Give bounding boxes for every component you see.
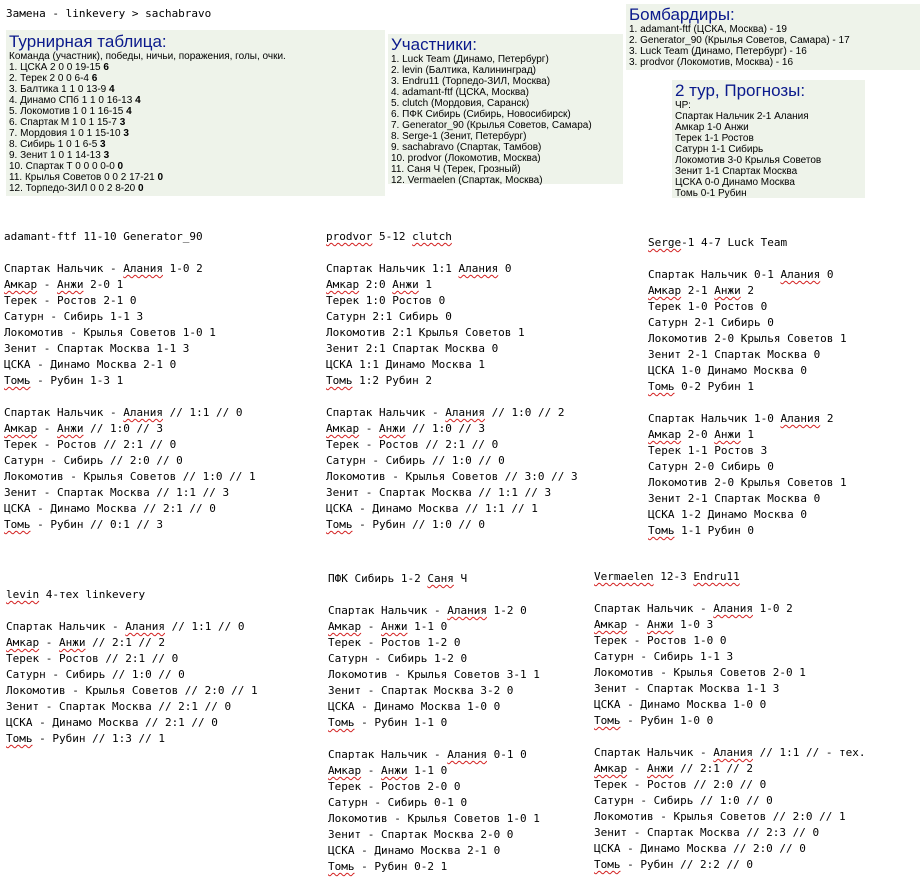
prediction-line: Спартак Нальчик - Алания 1-0 2 xyxy=(4,262,203,275)
participant-row: 12. Vermaelen (Спартак, Москва) xyxy=(391,175,543,186)
participant-row: 5. clutch (Мордовия, Саранск) xyxy=(391,98,530,109)
standings-row: 2. Терек 2 0 0 6-4 6 xyxy=(9,73,98,84)
match-header: adamant-ftf 11-10 Generator_90 xyxy=(4,230,203,243)
participant-row: 2. levin (Балтика, Калининград) xyxy=(391,65,537,76)
prediction-line: Локомотив - Крылья Советов // 2:0 // 1 xyxy=(594,810,846,823)
page-header: Замена - linkevery > sachabravo xyxy=(6,7,212,20)
prediction-line: Амкар - Анжи // 2:1 // 2 xyxy=(594,762,753,775)
points: 3 xyxy=(103,150,110,161)
prediction-line: ЦСКА 1-2 Динамо Москва 0 xyxy=(648,508,807,521)
prediction-line: Терек 1-1 Ростов 3 xyxy=(648,444,768,457)
prediction-line: Зенит - Спартак Москва // 1:1 // 3 xyxy=(326,486,552,499)
prediction-line: Амкар 2-1 Анжи 2 xyxy=(648,284,754,297)
prediction-line: Томь - Рубин 1-0 0 xyxy=(594,714,714,727)
standings-row: 1. ЦСКА 2 0 0 19-15 6 xyxy=(9,62,109,73)
scorers-panel xyxy=(626,4,920,70)
prediction-line: Терек - Ростов 2-0 0 xyxy=(328,780,461,793)
round2-panel xyxy=(672,80,865,198)
prediction-line: Терек - Ростов // 2:1 // 0 xyxy=(326,438,499,451)
participants-panel xyxy=(388,34,623,184)
standings-title: Турнирная таблица: xyxy=(9,32,167,51)
round2-list xyxy=(675,100,865,199)
match-header: Vermaelen 12-3 Endru11 xyxy=(594,570,740,583)
prediction-line: Зенит 2-1 Спартак Москва 0 xyxy=(648,348,821,361)
prediction-line: Томь - Рубин // 0:1 // 3 xyxy=(4,518,163,531)
prediction-line: Сатурн 2:1 Сибирь 0 xyxy=(326,310,452,323)
participant-row: 3. Endru11 (Торпедо-ЗИЛ, Москва) xyxy=(391,76,551,87)
prediction-row: Зенит 1-1 Спартак Москва xyxy=(675,166,798,177)
prediction-line: Томь 0-2 Рубин 1 xyxy=(648,380,754,393)
prediction-line: Терек 1:0 Ростов 0 xyxy=(326,294,446,307)
scorers-list xyxy=(629,24,920,68)
prediction-line: Терек 1-0 Ростов 0 xyxy=(648,300,768,313)
prediction-line: Зенит - Спартак Москва // 2:1 // 0 xyxy=(6,700,232,713)
prediction-line: Спартак Нальчик - Алания // 1:1 // 0 xyxy=(6,620,245,633)
prediction-row: Сатурн 1-1 Сибирь xyxy=(675,144,764,155)
prediction-line: Сатурн - Сибирь // 1:0 // 0 xyxy=(594,794,773,807)
prediction-line: Сатурн - Сибирь 1-1 3 xyxy=(4,310,144,323)
prediction-line: Сатурн 2-0 Сибирь 0 xyxy=(648,460,774,473)
prediction-line: Спартак Нальчик - Алания 0-1 0 xyxy=(328,748,527,761)
points: 3 xyxy=(119,117,126,128)
prediction-line: Локомотив 2:1 Крылья Советов 1 xyxy=(326,326,525,339)
participant-row: 9. sachabravo (Спартак, Тамбов) xyxy=(391,142,542,153)
prediction-line: Сатурн - Сибирь 0-1 0 xyxy=(328,796,468,809)
prediction-line: Амкар 2:0 Анжи 1 xyxy=(326,278,432,291)
prediction-line: Томь 1:2 Рубин 2 xyxy=(326,374,432,387)
scorer-row: 3. Luck Team (Динамо, Петербург) - 16 xyxy=(629,46,807,57)
prediction-line: Спартак Нальчик - Алания 1-2 0 xyxy=(328,604,527,617)
prediction-line: Спартак Нальчик - Алания 1-0 2 xyxy=(594,602,793,615)
prediction-line: Спартак Нальчик 0-1 Алания 0 xyxy=(648,268,834,281)
prediction-line: ЦСКА - Динамо Москва 2-1 0 xyxy=(328,844,501,857)
participant-row: 10. prodvor (Локомотив, Москва) xyxy=(391,153,541,164)
prediction-line: Сатурн - Сибирь 1-1 3 xyxy=(594,650,734,663)
prediction-line: Локомотив - Крылья Советов 1-0 1 xyxy=(4,326,216,339)
prediction-line: ЦСКА - Динамо Москва 2-1 0 xyxy=(4,358,177,371)
prediction-line: Зенит 2:1 Спартак Москва 0 xyxy=(326,342,499,355)
points: 4 xyxy=(126,106,132,117)
match-sibir-sanya xyxy=(328,571,540,875)
prediction-line: Зенит - Спартак Москва 3-2 0 xyxy=(328,684,514,697)
prediction-row: ЦСКА 0-0 Динамо Москва xyxy=(675,177,795,188)
standings-row: 6. Спартак М 1 0 1 15-7 3 xyxy=(9,117,126,128)
points: 6 xyxy=(103,62,109,73)
prediction-line: ЦСКА - Динамо Москва 1-0 0 xyxy=(594,698,767,711)
standings-row: 7. Мордовия 1 0 1 15-10 3 xyxy=(9,128,129,139)
prediction-line: Локомотив - Крылья Советов 2-0 1 xyxy=(594,666,806,679)
prediction-line: Томь - Рубин // 1:3 // 1 xyxy=(6,732,165,745)
prediction-line: Амкар - Анжи 1-1 0 xyxy=(328,764,448,777)
prediction-line: Амкар - Анжи // 1:0 // 3 xyxy=(4,422,163,435)
points: 4 xyxy=(135,95,141,106)
prediction-row: Терек 1-1 Ростов xyxy=(675,133,754,144)
prediction-line: Зенит - Спартак Москва 1-1 3 xyxy=(594,682,780,695)
prediction-line: Амкар - Анжи 2-0 1 xyxy=(4,278,124,291)
standings-row: 12. Торпедо-ЗИЛ 0 0 2 8-20 0 xyxy=(9,183,144,194)
prediction-line: Сатурн - Сибирь 1-2 0 xyxy=(328,652,468,665)
prediction-line: Амкар 2-0 Анжи 1 xyxy=(648,428,754,441)
prediction-line: Спартак Нальчик - Алания // 1:0 // 2 xyxy=(326,406,565,419)
match-serge-luckteam xyxy=(648,235,847,539)
prediction-line: ЦСКА - Динамо Москва // 2:1 // 0 xyxy=(6,716,218,729)
prediction-line: Томь - Рубин 0-2 1 xyxy=(328,860,448,873)
participant-row: 11. Саня Ч (Терек, Грозный) xyxy=(391,164,521,175)
prediction-line: Локомотив 2-0 Крылья Советов 1 xyxy=(648,332,847,345)
prediction-line: ЦСКА - Динамо Москва // 2:1 // 0 xyxy=(4,502,216,515)
points: 0 xyxy=(157,172,164,183)
participants-list xyxy=(391,54,623,186)
prediction-line: Зенит - Спартак Москва // 1:1 // 3 xyxy=(4,486,230,499)
prediction-line: Томь - Рубин 1-1 0 xyxy=(328,716,448,729)
points: 6 xyxy=(91,73,98,84)
prediction-line: Томь - Рубин // 2:2 // 0 xyxy=(594,858,753,871)
prediction-line: Терек - Ростов 1-2 0 xyxy=(328,636,461,649)
participants-title: Участники: xyxy=(391,35,477,54)
standings-row: 5. Локомотив 1 0 1 16-15 4 xyxy=(9,106,132,117)
match-prodvor-clutch xyxy=(326,229,578,533)
prediction-line: Локомотив - Крылья Советов // 2:0 // 1 xyxy=(6,684,258,697)
prediction-line: Сатурн - Сибирь // 1:0 // 0 xyxy=(6,668,185,681)
match-vermaelen-endru xyxy=(594,569,866,873)
match-header: ПФК Сибирь 1-2 Саня Ч xyxy=(328,572,468,585)
prediction-line: ЦСКА - Динамо Москва 1-0 0 xyxy=(328,700,501,713)
prediction-line: ЦСКА - Динамо Москва // 1:1 // 1 xyxy=(326,502,538,515)
prediction-row: Амкар 1-0 Анжи xyxy=(675,122,749,133)
points: 4 xyxy=(109,84,115,95)
standings-columns: Команда (участник), победы, ничьи, поражения, голы, очки. xyxy=(9,51,286,62)
prediction-line: Сатурн - Сибирь // 2:0 // 0 xyxy=(4,454,183,467)
prediction-line: Терек - Ростов // 2:1 // 0 xyxy=(6,652,179,665)
prediction-line: ЦСКА 1:1 Динамо Москва 1 xyxy=(326,358,485,371)
prediction-row: Спартак Нальчик 2-1 Алания xyxy=(675,111,809,122)
points: 0 xyxy=(117,161,124,172)
prediction-line: Зенит 2-1 Спартак Москва 0 xyxy=(648,492,821,505)
prediction-line: ЦСКА 1-0 Динамо Москва 0 xyxy=(648,364,807,377)
scorer-row: 2. Generator_90 (Крылья Советов, Самара) - 17 xyxy=(629,35,850,46)
prediction-line: Терек - Ростов // 2:1 // 0 xyxy=(4,438,177,451)
points: 3 xyxy=(123,128,129,139)
prediction-line: Терек - Ростов 2-1 0 xyxy=(4,294,137,307)
prediction-line: Спартак Нальчик 1:1 Алания 0 xyxy=(326,262,512,275)
prediction-line: Локомотив 2-0 Крылья Советов 1 xyxy=(648,476,847,489)
prediction-line: Локомотив - Крылья Советов // 3:0 // 3 xyxy=(326,470,578,483)
prediction-row: ЧР: xyxy=(675,100,691,111)
standings-rows xyxy=(9,62,385,194)
prediction-line: Сатурн 2-1 Сибирь 0 xyxy=(648,316,774,329)
prediction-line: Амкар - Анжи // 2:1 // 2 xyxy=(6,636,165,649)
scorer-row: 3. prodvor (Локомотив, Москва) - 16 xyxy=(629,57,794,68)
prediction-line: Сатурн - Сибирь // 1:0 // 0 xyxy=(326,454,505,467)
standings-row: 10. Спартак Т 0 0 0 0-0 0 xyxy=(9,161,124,172)
prediction-line: Амкар - Анжи // 1:0 // 3 xyxy=(326,422,485,435)
prediction-line: Локомотив - Крылья Советов 3-1 1 xyxy=(328,668,540,681)
participant-row: 6. ПФК Сибирь (Сибирь, Новосибирск) xyxy=(391,109,571,120)
prediction-line: Спартак Нальчик - Алания // 1:1 // 0 xyxy=(4,406,243,419)
match-header: levin 4-тех linkevery xyxy=(6,588,146,601)
prediction-line: Локомотив - Крылья Советов // 1:0 // 1 xyxy=(4,470,256,483)
prediction-line: ЦСКА - Динамо Москва // 2:0 // 0 xyxy=(594,842,806,855)
match-header: prodvor 5-12 clutch xyxy=(326,230,452,243)
participant-row: 1. Luck Team (Динамо, Петербург) xyxy=(391,54,549,65)
prediction-line: Локомотив - Крылья Советов 1-0 1 xyxy=(328,812,540,825)
prediction-line: Спартак Нальчик 1-0 Алания 2 xyxy=(648,412,834,425)
scorer-row: 1. adamant-ftf (ЦСКА, Москва) - 19 xyxy=(629,24,787,35)
standings-row: 11. Крылья Советов 0 0 2 17-21 0 xyxy=(9,172,164,183)
standings-panel xyxy=(6,30,385,196)
prediction-line: Спартак Нальчик - Алания // 1:1 // - тех. xyxy=(594,746,866,759)
prediction-row: Томь 0-1 Рубин xyxy=(675,188,747,199)
prediction-line: Амкар - Анжи 1-0 3 xyxy=(594,618,714,631)
prediction-line: Томь - Рубин 1-3 1 xyxy=(4,374,124,387)
round2-title: 2 тур, Прогнозы: xyxy=(675,81,806,100)
participant-row: 7. Generator_90 (Крылья Советов, Самара) xyxy=(391,120,592,131)
prediction-line: Терек - Ростов 1-0 0 xyxy=(594,634,727,647)
points: 0 xyxy=(138,183,144,194)
standings-row: 4. Динамо СПб 1 1 0 16-13 4 xyxy=(9,95,141,106)
prediction-line: Зенит - Спартак Москва 1-1 3 xyxy=(4,342,190,355)
standings-row: 9. Зенит 1 0 1 14-13 3 xyxy=(9,150,110,161)
participant-row: 4. adamant-ftf (ЦСКА, Москва) xyxy=(391,87,529,98)
prediction-row: Локомотив 3-0 Крылья Советов xyxy=(675,155,822,166)
standings-row: 3. Балтика 1 1 0 13-9 4 xyxy=(9,84,115,95)
match-adamant-generator xyxy=(4,229,256,533)
match-levin-linkevery xyxy=(6,587,258,747)
match-header: Serge-1 4-7 Luck Team xyxy=(648,236,788,249)
prediction-line: Томь - Рубин // 1:0 // 0 xyxy=(326,518,485,531)
participant-row: 8. Serge-1 (Зенит, Петербург) xyxy=(391,131,527,142)
points: 3 xyxy=(100,139,106,150)
prediction-line: Терек - Ростов // 2:0 // 0 xyxy=(594,778,767,791)
prediction-line: Амкар - Анжи 1-1 0 xyxy=(328,620,448,633)
prediction-line: Зенит - Спартак Москва 2-0 0 xyxy=(328,828,514,841)
prediction-line: Зенит - Спартак Москва // 2:3 // 0 xyxy=(594,826,820,839)
scorers-title: Бомбардиры: xyxy=(629,5,735,24)
standings-row: 8. Сибирь 1 0 1 6-5 3 xyxy=(9,139,106,150)
prediction-line: Томь 1-1 Рубин 0 xyxy=(648,524,754,537)
